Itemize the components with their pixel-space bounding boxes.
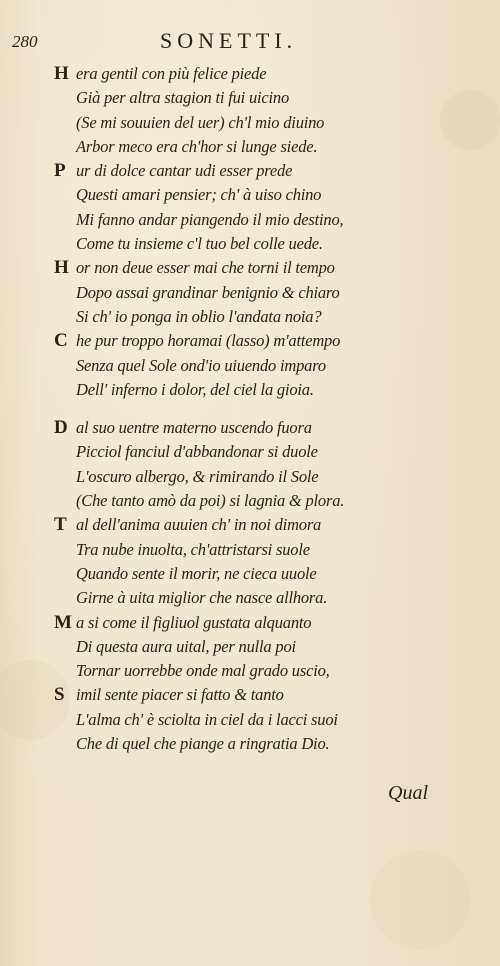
verse-line [54, 208, 474, 232]
verse-line [54, 183, 474, 207]
verse-line [54, 659, 474, 683]
verse-text: Di questa aura uital, per nulla poi [76, 636, 296, 656]
verse-line [54, 354, 474, 378]
sonnet [54, 416, 474, 756]
verse-line [54, 513, 474, 537]
verse-text: Che di quel che piange a ringratia Dio. [76, 734, 330, 754]
verse-line [54, 611, 474, 635]
catchword: Qual [388, 782, 428, 804]
stanza [54, 611, 474, 684]
verse-text: Già per altra stagion ti fui uicino [76, 88, 290, 108]
verse-text: L'oscuro albergo, & rimirando il Sole [76, 466, 319, 486]
stanza-initial: P [54, 160, 66, 182]
verse-text: Dopo assai grandinar benignio & chiaro [76, 282, 340, 302]
verse-line [54, 708, 474, 732]
stanza [54, 513, 474, 610]
verse-text: a si come il figliuol gustata alquanto [76, 612, 312, 632]
verse-text: al dell'anima auuien ch' in noi dimora [76, 515, 322, 535]
verse-text: L'alma ch' è sciolta in ciel da i lacci suoi [76, 709, 338, 729]
verse-line [54, 86, 474, 110]
verse-text: al suo uentre materno uscendo fuora [76, 418, 312, 438]
verse-text: Girne à uita miglior che nasce allhora. [76, 588, 328, 608]
verse-text: Tra nube inuolta, ch'attristarsi suole [76, 539, 310, 559]
page-header [0, 28, 500, 52]
sonnet [54, 62, 474, 402]
verse-text: Dell' inferno i dolor, del ciel la gioia. [76, 379, 314, 399]
stanza [54, 416, 474, 513]
verse-line [54, 135, 474, 159]
verse-text: Senza quel Sole ond'io uiuendo imparo [76, 355, 326, 375]
verse-text: imil sente piacer si fatto & tanto [76, 685, 284, 705]
poem-body [54, 62, 474, 756]
verse-line [54, 586, 474, 610]
verse-line [54, 62, 474, 86]
verse-line [54, 732, 474, 756]
verse-text: era gentil con più felice piede [76, 64, 267, 83]
verse-text: Mi fanno andar piangendo il mio destino, [76, 209, 344, 229]
page-number: 280 [12, 32, 38, 51]
verse-text: Questi amari pensier; ch' à uiso chino [76, 185, 322, 205]
verse-text: Quando sente il morir, ne cieca uuole [76, 563, 317, 583]
verse-line [54, 465, 474, 489]
verse-text: or non deue esser mai che torni il tempo [76, 258, 335, 278]
verse-line [54, 232, 474, 256]
verse-line [54, 416, 474, 440]
stanza [54, 683, 474, 756]
stanza [54, 159, 474, 256]
stanza [54, 62, 474, 159]
verse-line [54, 111, 474, 135]
verse-line [54, 281, 474, 305]
verse-line [54, 159, 474, 183]
stanza [54, 329, 474, 402]
stanza-initial: S [54, 684, 65, 706]
stanza-initial: H [54, 257, 69, 279]
verse-text: Arbor meco era ch'hor si lunge siede. [76, 136, 318, 156]
verse-text: (Che tanto amò da poi) si lagnia & plora. [76, 491, 345, 511]
verse-line [54, 256, 474, 280]
verse-text: Picciol fanciul d'abbandonar si duole [76, 442, 318, 462]
verse-line [54, 562, 474, 586]
verse-line [54, 440, 474, 464]
verse-line [54, 329, 474, 353]
verse-line [54, 378, 474, 402]
stanza-initial: T [54, 514, 67, 536]
verse-line [54, 683, 474, 707]
verse-text: he pur troppo horamai (lasso) m'attempo [76, 331, 341, 351]
verse-line [54, 538, 474, 562]
stanza [54, 256, 474, 329]
verse-text: ur di dolce cantar udi esser prede [76, 161, 293, 181]
verse-text: Come tu insieme c'l tuo bel colle uede. [76, 234, 323, 254]
stanza-initial: D [54, 417, 68, 439]
verse-line [54, 305, 474, 329]
verse-text: Tornar uorrebbe onde mal grado uscio, [76, 661, 330, 681]
verse-line [54, 635, 474, 659]
verse-line [54, 489, 474, 513]
verse-text: (Se mi souuien del uer) ch'l mio diuino [76, 112, 325, 132]
stanza-initial: M [54, 611, 72, 633]
stanza-initial: H [54, 63, 69, 84]
stanza-initial: C [54, 330, 68, 352]
verse-text: Si ch' io ponga in oblio l'andata noia? [76, 306, 322, 326]
running-title: SONETTI. [160, 28, 298, 53]
